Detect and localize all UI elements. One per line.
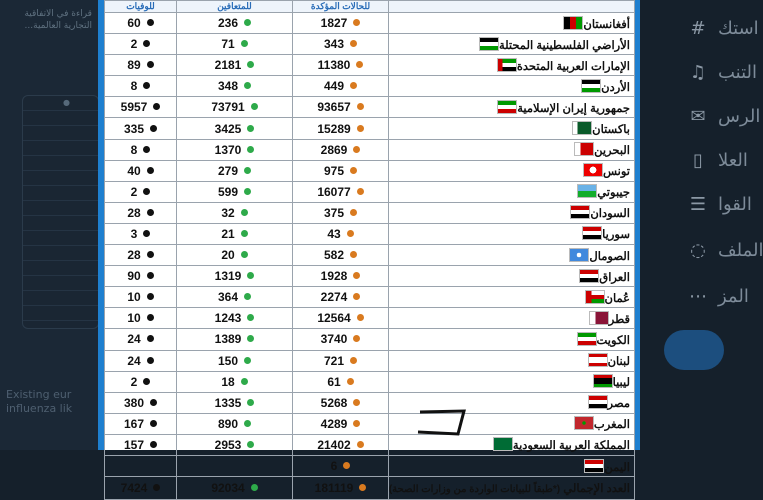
kuwait-flag-icon xyxy=(577,332,597,346)
cell-confirmed: 5268 xyxy=(293,392,389,413)
confirmed-dot-icon xyxy=(357,441,364,448)
recovered-dot-icon xyxy=(247,146,254,153)
cell-country: البحرين xyxy=(389,139,635,160)
cell-deaths: 10 xyxy=(105,287,177,308)
cell-country: الأراضي الفلسطينية المحتلة xyxy=(389,34,635,55)
nav-bookmarks[interactable]: ▯ العلا xyxy=(688,150,750,172)
cell-deaths: 89 xyxy=(105,55,177,76)
cell-deaths: 2 xyxy=(105,34,177,55)
cell-country: جمهورية إيران الإسلامية xyxy=(389,97,635,118)
cell-deaths xyxy=(105,455,177,476)
deaths-dot-icon xyxy=(147,293,154,300)
list-icon: ☰ xyxy=(689,194,707,215)
cell-country: قطر xyxy=(389,308,635,329)
cell-confirmed: 4289 xyxy=(293,413,389,434)
cell-country: عُمان xyxy=(389,287,635,308)
cell-deaths: 8 xyxy=(105,139,177,160)
cell-country: الإمارات العربية المتحدة xyxy=(389,55,635,76)
nav-explore[interactable]: # استك xyxy=(688,18,750,40)
nav-lists[interactable]: ☰ القوا xyxy=(689,194,752,215)
deaths-dot-icon xyxy=(143,82,150,89)
table-row xyxy=(105,434,635,455)
deaths-dot-icon xyxy=(147,357,154,364)
cell-confirmed: 1827 xyxy=(293,13,389,34)
covid-table-image[interactable] xyxy=(98,0,640,496)
cell-confirmed: 721 xyxy=(293,350,389,371)
deaths-dot-icon xyxy=(150,441,157,448)
oman-flag-icon xyxy=(585,290,605,304)
cell-deaths: 28 xyxy=(105,245,177,266)
deaths-dot-icon xyxy=(143,378,150,385)
deaths-dot-icon xyxy=(150,399,157,406)
table-row xyxy=(105,202,635,223)
yemen-flag-icon xyxy=(584,459,604,473)
nav-notifications[interactable]: ♫ التنب xyxy=(689,62,758,83)
uae-flag-icon xyxy=(497,58,517,72)
recovered-dot-icon xyxy=(244,82,251,89)
total-confirmed: 181119 xyxy=(293,477,389,500)
recovered-dot-icon xyxy=(247,399,254,406)
recovered-dot-icon xyxy=(247,125,254,132)
deaths-dot-icon xyxy=(147,19,154,26)
recovered-dot-icon xyxy=(244,357,251,364)
cell-recovered: 20 xyxy=(177,245,293,266)
mail-icon: ✉ xyxy=(690,106,706,127)
table-row xyxy=(105,392,635,413)
cell-country: اليمن xyxy=(389,455,635,476)
cell-recovered: 279 xyxy=(177,160,293,181)
confirmed-dot-icon xyxy=(343,462,350,469)
cell-confirmed: 12564 xyxy=(293,308,389,329)
table-row xyxy=(105,118,635,139)
recovered-dot-icon xyxy=(251,103,258,110)
cell-confirmed: 16077 xyxy=(293,181,389,202)
header-deaths: للوفيات xyxy=(105,1,177,13)
confirmed-dot-icon xyxy=(347,230,354,237)
egypt-flag-icon xyxy=(588,395,608,409)
recovered-dot-icon xyxy=(241,209,248,216)
cell-deaths: 10 xyxy=(105,308,177,329)
cell-confirmed: 449 xyxy=(293,76,389,97)
deaths-dot-icon xyxy=(143,40,150,47)
cell-confirmed: 2274 xyxy=(293,287,389,308)
recovered-dot-icon xyxy=(244,293,251,300)
afghanistan-flag-icon xyxy=(563,16,583,30)
cell-confirmed: 975 xyxy=(293,160,389,181)
cell-recovered: 1389 xyxy=(177,329,293,350)
cell-recovered: 2953 xyxy=(177,434,293,455)
cell-deaths: 335 xyxy=(105,118,177,139)
cell-deaths: 167 xyxy=(105,413,177,434)
cell-recovered: 18 xyxy=(177,371,293,392)
cell-confirmed: 21402 xyxy=(293,434,389,455)
confirmed-dot-icon xyxy=(353,272,360,279)
recovered-dot-icon xyxy=(247,272,254,279)
libya-flag-icon xyxy=(593,374,613,388)
deaths-dot-icon xyxy=(150,125,157,132)
cell-recovered: 348 xyxy=(177,76,293,97)
table-row xyxy=(105,350,635,371)
cell-country: الكويت xyxy=(389,329,635,350)
cell-deaths: 28 xyxy=(105,202,177,223)
cell-country: الأردن xyxy=(389,76,635,97)
header-confirmed: للحالات المؤكدة xyxy=(293,1,389,13)
lebanon-flag-icon xyxy=(588,353,608,367)
deaths-dot-icon xyxy=(147,272,154,279)
cell-country: أفغانستان xyxy=(389,13,635,34)
left-feed-snippet: قراءة في الاتفاقية التجارية العالمية... xyxy=(24,9,92,31)
table-row xyxy=(105,97,635,118)
deaths-dot-icon xyxy=(143,188,150,195)
confirmed-dot-icon xyxy=(350,167,357,174)
more-icon: ⋯ xyxy=(689,286,707,307)
cell-confirmed: 93657 xyxy=(293,97,389,118)
bell-icon: ♫ xyxy=(689,62,707,83)
table-row xyxy=(105,34,635,55)
qatar-flag-icon xyxy=(589,311,609,325)
cell-country: لبنان xyxy=(389,350,635,371)
cell-country: الصومال xyxy=(389,245,635,266)
left-feed-text: Existing eur influenza lik xyxy=(6,388,73,415)
total-deaths: 7424 xyxy=(105,477,177,500)
deaths-dot-icon xyxy=(143,230,150,237)
confirmed-dot-icon xyxy=(353,399,360,406)
recovered-dot-icon xyxy=(244,167,251,174)
cell-recovered: 1370 xyxy=(177,139,293,160)
hashtag-icon: # xyxy=(690,18,706,39)
table-row xyxy=(105,455,635,476)
confirmed-dot-icon xyxy=(357,103,364,110)
confirmed-dot-icon xyxy=(357,314,364,321)
cell-country: باكستان xyxy=(389,118,635,139)
confirmed-dot-icon xyxy=(356,61,363,68)
cell-country: المغرب xyxy=(389,413,635,434)
table-row xyxy=(105,287,635,308)
cell-recovered: 21 xyxy=(177,223,293,244)
iran-flag-icon xyxy=(497,100,517,114)
confirmed-dot-icon xyxy=(353,19,360,26)
table-row xyxy=(105,266,635,287)
cell-recovered: 236 xyxy=(177,13,293,34)
table-header-row xyxy=(105,1,635,13)
deaths-dot-icon xyxy=(147,167,154,174)
recovered-dot-icon xyxy=(241,40,248,47)
cell-recovered: 890 xyxy=(177,413,293,434)
table-row xyxy=(105,371,635,392)
cell-recovered xyxy=(177,455,293,476)
deaths-dot-icon xyxy=(147,61,154,68)
cell-deaths: 90 xyxy=(105,266,177,287)
confirmed-dot-icon xyxy=(350,209,357,216)
confirmed-dot-icon xyxy=(359,484,366,491)
cell-country: تونس xyxy=(389,160,635,181)
recovered-dot-icon xyxy=(241,251,248,258)
table-row xyxy=(105,413,635,434)
confirmed-dot-icon xyxy=(357,188,364,195)
table-row xyxy=(105,245,635,266)
cell-deaths: 3 xyxy=(105,223,177,244)
confirmed-dot-icon xyxy=(353,293,360,300)
bahrain-flag-icon xyxy=(574,142,594,156)
cell-recovered: 73791 xyxy=(177,97,293,118)
confirmed-dot-icon xyxy=(353,420,360,427)
cell-recovered: 1243 xyxy=(177,308,293,329)
recovered-dot-icon xyxy=(247,314,254,321)
cell-country: مصر xyxy=(389,392,635,413)
saudi-flag-icon xyxy=(493,437,513,451)
cell-recovered: 364 xyxy=(177,287,293,308)
cell-recovered: 599 xyxy=(177,181,293,202)
cell-country: جيبوتي xyxy=(389,181,635,202)
covid-stats-table xyxy=(104,0,635,500)
cell-deaths: 5957 xyxy=(105,97,177,118)
sudan-flag-icon xyxy=(570,205,590,219)
cell-deaths: 380 xyxy=(105,392,177,413)
nav-more[interactable]: ⋯ المز xyxy=(689,286,749,307)
cell-deaths: 40 xyxy=(105,160,177,181)
jordan-flag-icon xyxy=(581,79,601,93)
cell-country: سوريا xyxy=(389,223,635,244)
recovered-dot-icon xyxy=(241,230,248,237)
cell-confirmed: 6 xyxy=(293,455,389,476)
cell-country: ليبيا xyxy=(389,371,635,392)
syria-flag-icon xyxy=(582,226,602,240)
deaths-dot-icon xyxy=(147,314,154,321)
nav-messages[interactable]: ✉ الرس xyxy=(688,106,750,128)
profile-icon: ◌ xyxy=(690,240,706,261)
cell-confirmed: 582 xyxy=(293,245,389,266)
cell-confirmed: 375 xyxy=(293,202,389,223)
iraq-flag-icon xyxy=(579,269,599,283)
table-row xyxy=(105,13,635,34)
confirmed-dot-icon xyxy=(357,125,364,132)
embedded-chart-card[interactable]: ● xyxy=(22,95,99,329)
cell-deaths: 24 xyxy=(105,350,177,371)
cell-confirmed: 2869 xyxy=(293,139,389,160)
deaths-dot-icon xyxy=(147,335,154,342)
recovered-dot-icon xyxy=(247,441,254,448)
recovered-dot-icon xyxy=(251,484,258,491)
deaths-dot-icon xyxy=(147,209,154,216)
left-feed-column xyxy=(0,0,100,450)
cell-recovered: 32 xyxy=(177,202,293,223)
cell-deaths: 60 xyxy=(105,13,177,34)
recovered-dot-icon xyxy=(247,61,254,68)
confirmed-dot-icon xyxy=(353,146,360,153)
bookmark-icon: ▯ xyxy=(693,150,703,171)
total-label-cell: العدد الإجمالي (*طبقاً للبيانات الواردة من وزارات الصحة) xyxy=(389,477,635,500)
cell-confirmed: 11380 xyxy=(293,55,389,76)
recovered-dot-icon xyxy=(244,420,251,427)
cell-confirmed: 15289 xyxy=(293,118,389,139)
confirmed-dot-icon xyxy=(350,40,357,47)
cell-recovered: 1319 xyxy=(177,266,293,287)
cell-country: السودان xyxy=(389,202,635,223)
total-row xyxy=(105,477,635,500)
cell-deaths: 157 xyxy=(105,434,177,455)
table-row xyxy=(105,223,635,244)
cell-confirmed: 61 xyxy=(293,371,389,392)
palestine-flag-icon xyxy=(479,37,499,51)
recovered-dot-icon xyxy=(244,188,251,195)
cell-confirmed: 1928 xyxy=(293,266,389,287)
header-country xyxy=(389,1,635,13)
cell-deaths: 8 xyxy=(105,76,177,97)
table-row xyxy=(105,76,635,97)
confirmed-dot-icon xyxy=(347,378,354,385)
cell-country: العراق xyxy=(389,266,635,287)
morocco-flag-icon xyxy=(574,416,594,430)
table-row xyxy=(105,160,635,181)
table-row xyxy=(105,308,635,329)
handwritten-mark-icon xyxy=(414,407,472,437)
cell-country: المملكة العربية السعودية xyxy=(389,434,635,455)
confirmed-dot-icon xyxy=(350,251,357,258)
cell-deaths: 2 xyxy=(105,371,177,392)
pakistan-flag-icon xyxy=(572,121,592,135)
cell-recovered: 1335 xyxy=(177,392,293,413)
table-sheet xyxy=(104,0,634,496)
cell-deaths: 2 xyxy=(105,181,177,202)
cell-recovered: 2181 xyxy=(177,55,293,76)
recovered-dot-icon xyxy=(247,335,254,342)
table-row xyxy=(105,139,635,160)
cell-confirmed: 343 xyxy=(293,34,389,55)
deaths-dot-icon xyxy=(143,146,150,153)
confirmed-dot-icon xyxy=(350,357,357,364)
tunisia-flag-icon xyxy=(583,163,603,177)
cell-recovered: 3425 xyxy=(177,118,293,139)
cell-recovered: 150 xyxy=(177,350,293,371)
somalia-flag-icon xyxy=(569,248,589,262)
djibouti-flag-icon xyxy=(577,184,597,198)
table-row xyxy=(105,181,635,202)
cell-deaths: 24 xyxy=(105,329,177,350)
deaths-dot-icon xyxy=(153,484,160,491)
recovered-dot-icon xyxy=(241,378,248,385)
deaths-dot-icon xyxy=(147,251,154,258)
deaths-dot-icon xyxy=(153,103,160,110)
nav-profile[interactable]: ◌ الملف xyxy=(688,240,750,262)
cell-recovered: 71 xyxy=(177,34,293,55)
table-row xyxy=(105,55,635,76)
tweet-button[interactable] xyxy=(664,330,724,370)
recovered-dot-icon xyxy=(244,19,251,26)
confirmed-dot-icon xyxy=(350,82,357,89)
cell-confirmed: 43 xyxy=(293,223,389,244)
confirmed-dot-icon xyxy=(353,335,360,342)
total-recovered: 92034 xyxy=(177,477,293,500)
table-row xyxy=(105,329,635,350)
deaths-dot-icon xyxy=(150,420,157,427)
cell-confirmed: 3740 xyxy=(293,329,389,350)
header-recovered: للمتعافين xyxy=(177,1,293,13)
